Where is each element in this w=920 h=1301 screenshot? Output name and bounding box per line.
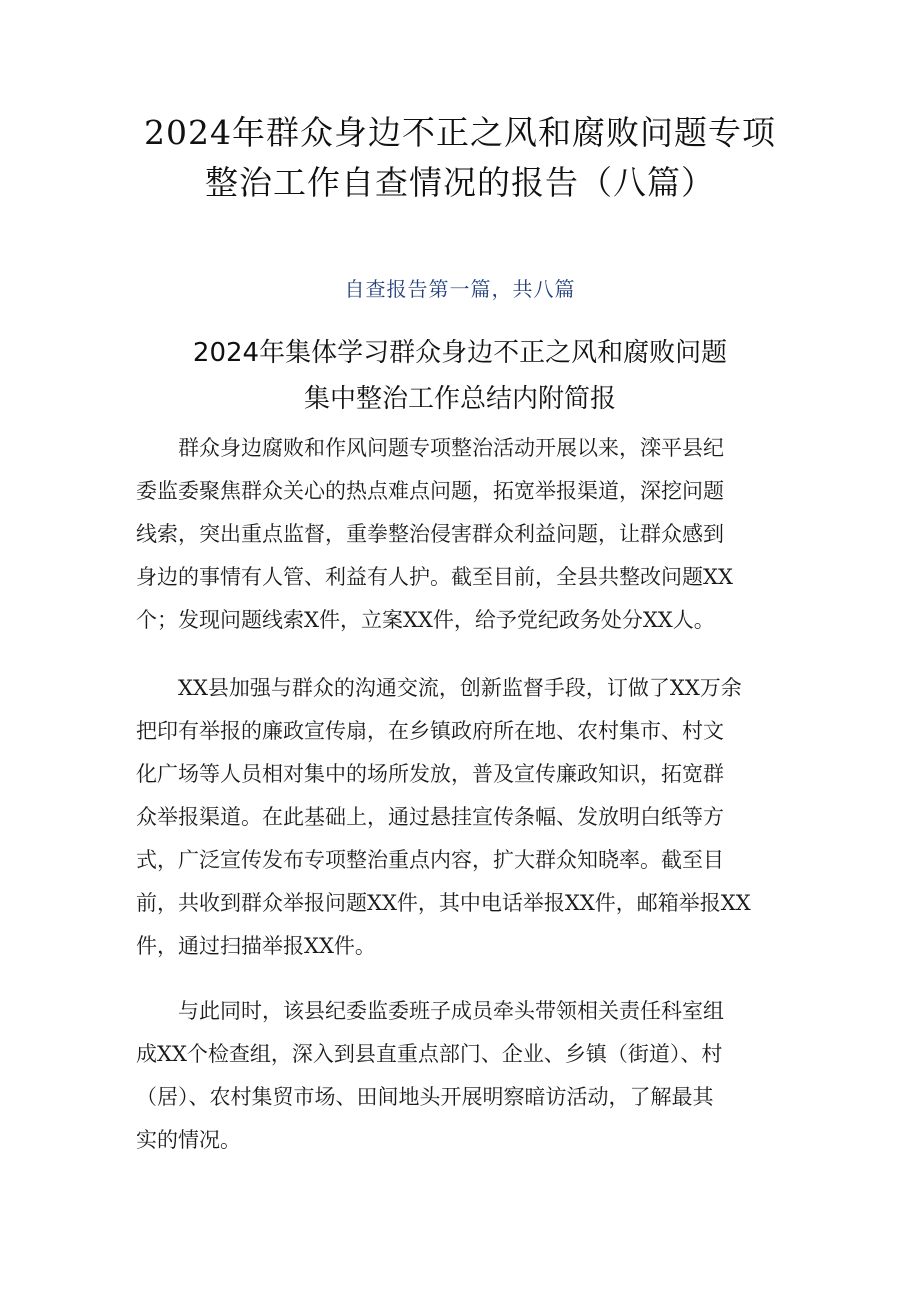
paragraph-line: 化广场等人员相对集中的场所发放，普及宣传廉政知识，拓宽群: [136, 762, 724, 786]
document-title-line: 整治工作自查情况的报告（八篇）: [205, 163, 715, 202]
paragraph-line: 前，共收到群众举报问题XX件，其中电话举报XX件，邮箱举报XX: [136, 891, 751, 915]
article-title-line: 2024年集体学习群众身边不正之风和腐败问题: [192, 338, 728, 368]
paragraph-line: 把印有举报的廉政宣传扇，在乡镇政府所在地、农村集市、村文: [136, 719, 724, 743]
paragraph-line: 件，通过扫描举报XX件。: [136, 934, 376, 958]
paragraph-line: 身边的事情有人管、利益有人护。截至目前，全县共整改问题XX: [136, 565, 733, 589]
paragraph-line: 委监委聚焦群众关心的热点难点问题，拓宽举报渠道，深挖问题: [136, 479, 724, 503]
section-label: 自查报告第一篇，共八篇: [344, 277, 576, 301]
paragraph-line: 线索，突出重点监督，重拳整治侵害群众利益问题，让群众感到: [136, 522, 724, 546]
paragraph-3: [136, 990, 786, 1162]
document-title-line: 2024年群众身边不正之风和腐败问题专项: [144, 113, 776, 152]
paragraph-2: [136, 667, 786, 968]
document-title: [100, 108, 820, 208]
paragraph-line: 与此同时，该县纪委监委班子成员牵头带领相关责任科室组: [178, 999, 724, 1023]
paragraph-line: 个；发现问题线索X件，立案XX件，给予党纪政务处分XX人。: [136, 608, 715, 632]
paragraph-1: [136, 427, 786, 642]
article-title-line: 集中整治工作总结内附简报: [303, 384, 616, 414]
article-title: [100, 330, 820, 422]
paragraph-line: 实的情况。: [136, 1128, 241, 1152]
paragraph-line: 众举报渠道。在此基础上，通过悬挂宣传条幅、发放明白纸等方: [136, 805, 724, 829]
paragraph-line: 成XX个检查组，深入到县直重点部门、企业、乡镇（街道）、村: [136, 1042, 723, 1066]
paragraph-line: 群众身边腐败和作风问题专项整治活动开展以来，滦平县纪: [178, 436, 724, 460]
paragraph-line: 式，广泛宣传发布专项整治重点内容，扩大群众知晓率。截至目: [136, 848, 724, 872]
paragraph-line: XX县加强与群众的沟通交流，创新监督手段，订做了XX万余: [178, 676, 742, 700]
paragraph-line: （居）、农村集贸市场、田间地头开展明察暗访活动，了解最其: [136, 1085, 714, 1109]
